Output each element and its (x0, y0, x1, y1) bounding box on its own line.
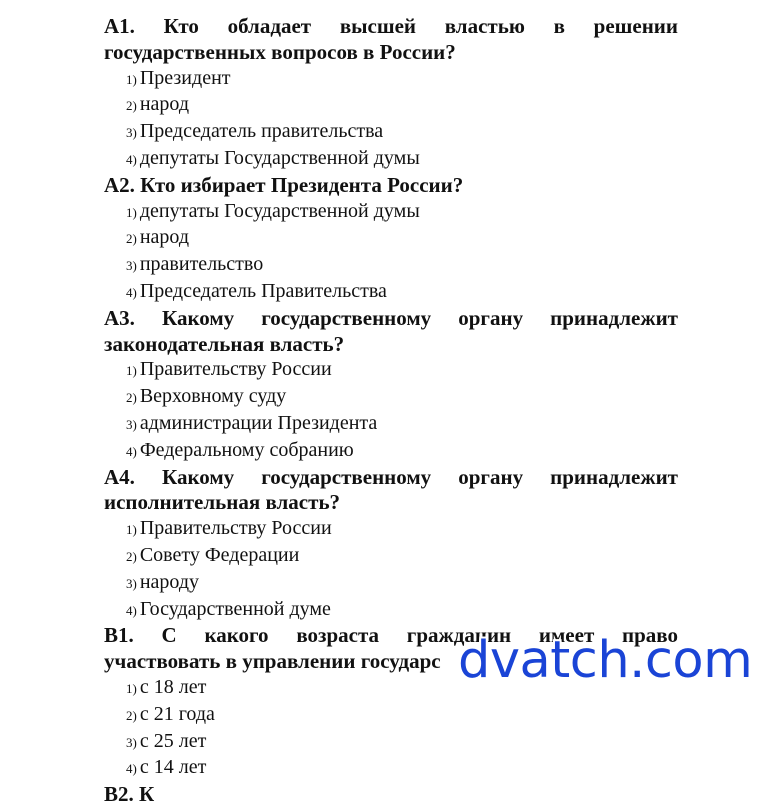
answer-option (126, 199, 678, 226)
question-block (104, 14, 678, 173)
answer-option (126, 146, 678, 173)
option-number: 1) (126, 204, 137, 220)
option-text: народу (139, 570, 200, 593)
question-line: A1. Кто обладает высшей властью в решении (104, 14, 678, 38)
option-number: 2) (126, 231, 137, 247)
answer-options (104, 357, 678, 464)
option-number: 1) (126, 680, 137, 696)
option-text: Правительству России (139, 517, 332, 540)
answer-options (104, 516, 678, 623)
answer-option (126, 516, 678, 543)
option-number: 3) (126, 734, 137, 750)
question-line: A3. Какому государственному органу принадлежит (104, 305, 678, 330)
answer-option (126, 384, 678, 411)
answer-option (126, 119, 678, 146)
option-text: с 25 лет (139, 729, 207, 752)
answer-option (126, 252, 678, 279)
option-text: правительство (139, 253, 264, 276)
question-block (104, 306, 678, 465)
option-text: Правительству России (139, 358, 332, 381)
answer-option (126, 755, 678, 782)
option-text: Совету Федерации (139, 543, 300, 566)
answer-option (126, 438, 678, 465)
watermark: dvatch.com (458, 631, 753, 690)
answer-option (126, 702, 678, 729)
answer-option (126, 729, 678, 756)
question-text: B2. К (104, 782, 155, 807)
question-text (104, 465, 678, 517)
option-text: с 21 года (139, 702, 215, 725)
option-number: 2) (126, 390, 137, 406)
option-text: депутаты Государственной думы (139, 146, 420, 169)
question-line: участвовать в управлении государс (104, 649, 441, 674)
option-text: Председатель Правительства (139, 279, 387, 302)
option-text: Верховному суду (139, 385, 287, 408)
option-number: 3) (126, 258, 137, 274)
question-text (104, 306, 678, 358)
question-text (104, 173, 678, 199)
question-block (104, 465, 678, 624)
option-number: 4) (126, 284, 137, 300)
option-text: Председатель правительства (139, 120, 384, 143)
question-line: A4. Какому государственному органу принадлежит (104, 464, 678, 489)
option-text: с 18 лет (139, 675, 207, 698)
answer-options (104, 66, 678, 173)
option-text: народ (139, 93, 190, 116)
option-number: 4) (126, 761, 137, 777)
answer-option (126, 92, 678, 119)
answer-options (104, 675, 678, 782)
answer-options (104, 199, 678, 306)
answer-option (126, 279, 678, 306)
option-number: 1) (126, 363, 137, 379)
option-number: 3) (126, 125, 137, 141)
answer-option (126, 597, 678, 624)
answer-option (126, 543, 678, 570)
option-number: 3) (126, 575, 137, 591)
question-text (104, 14, 678, 66)
option-text: Государственной думе (139, 597, 331, 620)
option-number: 1) (126, 71, 137, 87)
answer-option (126, 570, 678, 597)
answer-option (126, 225, 678, 252)
answer-option (126, 357, 678, 384)
option-text: Президент (139, 66, 231, 89)
next-question-fragment (104, 782, 678, 807)
option-number: 4) (126, 443, 137, 459)
question-line: законодательная власть? (104, 331, 345, 356)
option-text: народ (139, 226, 190, 249)
option-text: Федеральному собранию (139, 438, 354, 461)
option-number: 3) (126, 416, 137, 432)
question-block (104, 173, 678, 306)
option-text: с 14 лет (139, 756, 207, 779)
option-number: 2) (126, 548, 137, 564)
option-number: 2) (126, 707, 137, 723)
answer-option (126, 411, 678, 438)
option-text: депутаты Государственной думы (139, 199, 420, 222)
option-number: 4) (126, 151, 137, 167)
answer-option (126, 66, 678, 93)
option-number: 4) (126, 602, 137, 618)
question-line: B1. С какого возраста гражданин имеет право (104, 623, 678, 648)
question-line: A2. Кто избирает Президента России? (104, 172, 464, 197)
question-line: исполнительная власть? (104, 490, 341, 515)
option-number: 1) (126, 522, 137, 538)
option-text: администрации Президента (139, 411, 378, 434)
option-number: 2) (126, 98, 137, 114)
question-line: государственных вопросов в России? (104, 39, 456, 64)
